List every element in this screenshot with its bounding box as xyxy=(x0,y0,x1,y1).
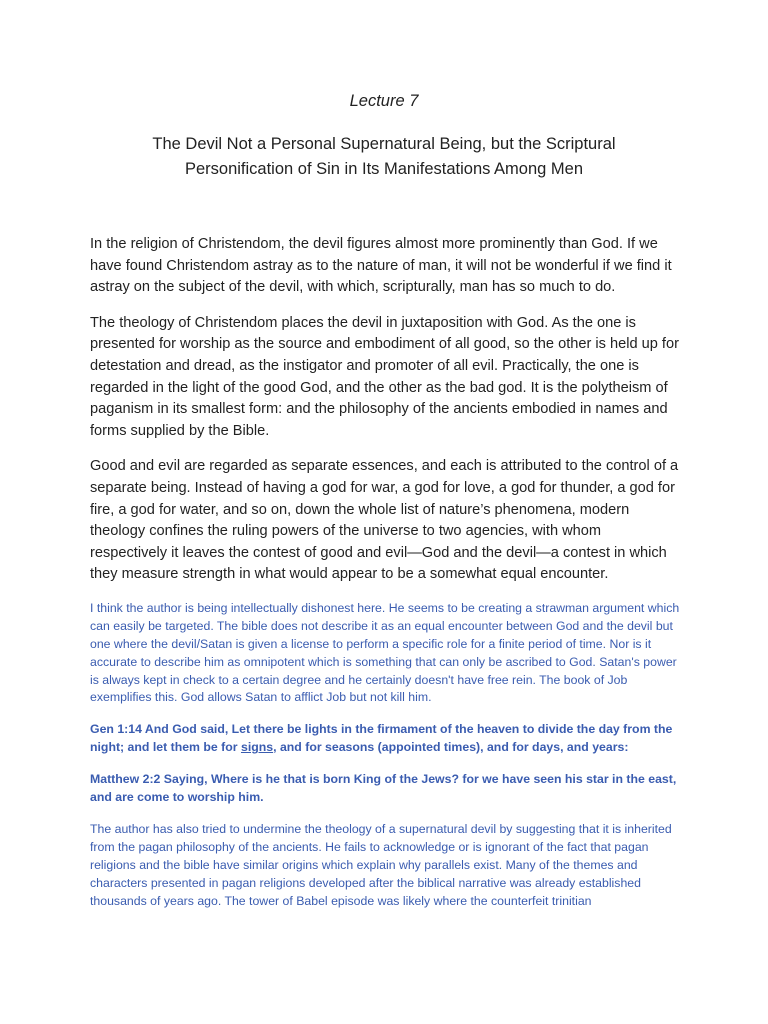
scripture-verse-genesis xyxy=(90,721,682,757)
verse-genesis-text-end: , and for seasons (appointed times), and for days, and years: xyxy=(273,740,629,755)
annotation-comment-2: The author has also tried to undermine the theology of a supernatural devil by suggesting that it is inherited from the pagan philosophy of the ancients. He fails to acknowledge or is ignorant of the fact that pagan religions and the bible have similar origins which explain why parallels exist. Many of the themes and characters presented in pagan religions developed after the biblical narrative was already established thousands of years ago. The tower of Babel episode was likely where the counterfeit trinitian xyxy=(90,821,672,908)
verse-genesis-underlined-word: signs xyxy=(240,740,274,755)
scripture-verse-matthew: Matthew 2:2 Saying, Where is he that is born King of the Jews? for we have seen his star in the east, and are come to worship him. xyxy=(90,772,677,805)
annotation-comment-1: I think the author is being intellectually dishonest here. He seems to be creating a strawman argument which can easily be targeted. The bible does not describe it as an equal encounter between God and the devil but one where the devil/Satan is given a license to perform a specific role for a finite period of time. Nor is it accurate to describe him as omnipotent which is something that can only be ascribed to God. Satan's power is always kept in check to a certain degree and he certainly doesn't have free rein. The book of Job exemplifies this. God allows Satan to afflict Job but not kill him. xyxy=(90,600,680,705)
lecture-title-line-1: The Devil Not a Personal Supernatural Being, but the Scriptural xyxy=(152,135,616,153)
lecture-label: Lecture 7 xyxy=(349,92,419,110)
body-paragraph-1: In the religion of Christendom, the devil figures almost more prominently than God. If we have found Christendom astray as to the nature of man, it will not be wonderful if we find it astray on the subject of the devil, with which, scripturally, man has so much to do. xyxy=(90,236,672,296)
document-body xyxy=(90,234,682,925)
verse-genesis-text-start: Gen 1:14 And God said, Let there be lights in the firmament of the heaven to divide the day from the night; and let them be for xyxy=(90,722,673,755)
body-paragraph-3: Good and evil are regarded as separate essences, and each is attributed to the control of a separate being. Instead of having a god for war, a god for love, a god for thunder, a god for fire, a god for water, and so on, down the whole list of nature’s phenomena, modern theology confines the ruling powers of the universe to two agencies, with whom respectively it leaves the contest of good and evil—God and the devil—a contest in which they measure strength in what would appear to be a somewhat equal encounter. xyxy=(90,458,679,583)
body-paragraph-2: The theology of Christendom places the devil in juxtaposition with God. As the one is presented for worship as the source and embodiment of all good, so the other is held up for detestation and dread, as the instigator and promoter of all evil. Practically, the one is regarded in the light of the good God, and the other as the bad god. It is the polytheism of paganism in its smallest form: and the philosophy of the ancients embodied in names and forms supplied by the Bible. xyxy=(90,314,679,439)
lecture-title xyxy=(90,132,678,182)
lecture-title-line-2: Personification of Sin in Its Manifestations Among Men xyxy=(184,160,584,178)
